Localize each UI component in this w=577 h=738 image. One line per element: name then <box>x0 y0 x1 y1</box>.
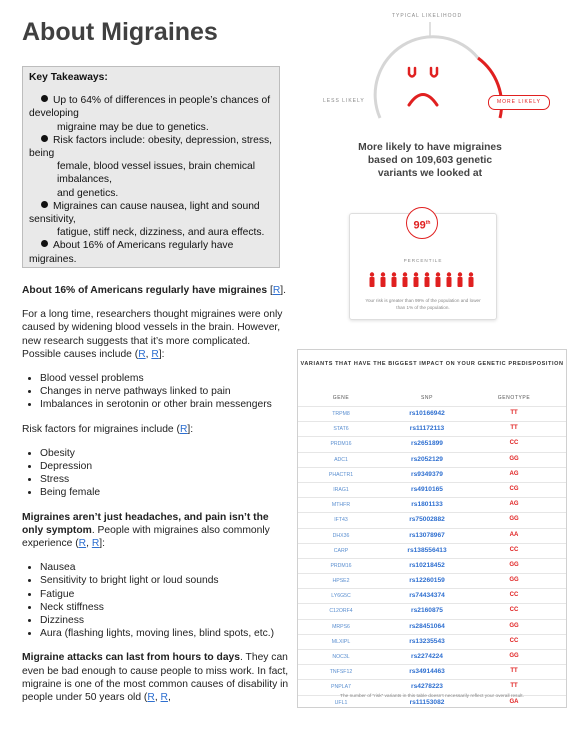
snp-link[interactable]: rs11153082 <box>409 698 445 706</box>
snp-link[interactable]: rs13235543 <box>409 637 445 645</box>
gene-cell: UFL1 <box>334 699 348 706</box>
gene-column-header: GENE <box>332 395 350 401</box>
variants-table-title: VARIANTS THAT HAVE THE BIGGEST IMPACT ON YOUR GENETIC PREDISPOSITION <box>300 361 564 367</box>
genotype-cell: TT <box>510 683 518 690</box>
gene-cell: TRPM8 <box>332 411 350 417</box>
percentile-badge: 99th <box>406 207 438 239</box>
article-body <box>22 284 290 715</box>
genotype-cell: GA <box>509 698 519 705</box>
snp-link[interactable]: rs2274224 <box>411 653 443 660</box>
snp-column-header: SNP <box>420 395 434 401</box>
gene-cell: NOC3L <box>332 654 350 660</box>
table-row <box>298 482 566 497</box>
gene-cell: IFT43 <box>334 517 348 524</box>
table-row <box>298 543 566 558</box>
list-item: • Depression <box>40 460 290 473</box>
snp-link[interactable]: rs75002882 <box>409 516 445 524</box>
causes-list <box>22 372 290 412</box>
snp-link[interactable]: rs2052129 <box>411 455 443 463</box>
reference-link[interactable]: R <box>151 348 159 360</box>
snp-link[interactable]: rs2651899 <box>411 440 443 448</box>
reference-link[interactable]: R <box>147 692 155 704</box>
gene-cell: STAT6 <box>333 426 349 433</box>
list-item: • Dizziness <box>40 614 290 627</box>
snp-link[interactable]: rs11172113 <box>409 425 445 433</box>
list-item: • Fatigue <box>40 588 290 601</box>
table-header <box>298 395 566 404</box>
snp-link[interactable]: rs4278223 <box>411 683 443 691</box>
table-row <box>298 679 566 694</box>
takeaway-item-cont: female, blood vessel issues, brain chemical imbalances, <box>57 161 256 186</box>
table-row <box>298 619 566 634</box>
takeaway-item-cont: fatigue, stiff neck, dizziness, and aura effects. <box>57 227 265 239</box>
less-likely-label: LESS LIKELY <box>323 98 365 104</box>
takeaways-heading: Key Takeaways: <box>29 72 108 83</box>
table-row <box>298 436 566 451</box>
list-item: • Being female <box>40 486 290 499</box>
percentile-note: Your risk is greater than 99% of the population and lower than 1% of the population. <box>365 298 481 310</box>
snp-link[interactable]: rs1801133 <box>411 501 443 509</box>
genotype-cell: CC <box>509 607 519 614</box>
genotype-cell: TT <box>510 410 518 416</box>
snp-link[interactable]: rs28451064 <box>409 622 445 630</box>
list-item: • Obesity <box>40 447 290 460</box>
table-row <box>298 421 566 436</box>
reference-link[interactable]: R <box>272 285 281 296</box>
more-likely-badge: MORE LIKELY <box>488 95 550 110</box>
snp-link[interactable]: rs34914463 <box>409 668 445 676</box>
snp-link[interactable]: rs10218452 <box>409 561 445 569</box>
list-item: • Imbalances in serotonin or other brain messengers <box>40 398 290 411</box>
snp-link[interactable]: rs13078967 <box>409 531 445 539</box>
list-item: • Sensitivity to bright light or loud sounds <box>40 574 290 587</box>
snp-link[interactable]: rs12260159 <box>409 577 445 585</box>
genotype-cell: TT <box>510 425 518 432</box>
reference-link[interactable]: R <box>91 538 100 550</box>
gene-cell: PRDM16 <box>330 441 352 448</box>
paragraph: For a long time, researchers thought migraines were only caused by widening blood vessels in the brain. However, new research suggests that it’s more complicated. Possible causes include (R, R]: <box>22 309 283 360</box>
list-item: • Stress <box>40 473 290 486</box>
genotype-cell: CC <box>509 440 519 447</box>
genotype-cell: AA <box>509 531 519 538</box>
table-row <box>298 406 566 421</box>
list-item: • Changes in nerve pathways linked to pain <box>40 385 290 398</box>
gene-cell: IRAG1 <box>333 486 349 493</box>
snp-link[interactable]: rs4910165 <box>411 485 443 493</box>
paragraph: About 16% of Americans regularly have migraines [R]. <box>22 285 287 296</box>
page-title: About Migraines <box>22 18 218 46</box>
list-item: • Neck stiffness <box>40 601 290 614</box>
snp-link[interactable]: rs74434374 <box>409 592 445 600</box>
genotype-cell: GG <box>509 622 519 629</box>
gene-cell: HPSE2 <box>332 578 350 585</box>
percentile-card <box>349 213 497 320</box>
gene-cell: TNFSF12 <box>329 669 353 676</box>
table-row <box>298 573 566 588</box>
table-row <box>298 497 566 512</box>
gene-cell: PHACTR1 <box>328 471 354 478</box>
genotype-cell: CC <box>509 546 519 553</box>
takeaway-item-cont: migraine may be due to genetics. <box>57 121 209 133</box>
snp-link[interactable]: rs10166942 <box>409 410 445 417</box>
bullet-icon <box>41 95 48 102</box>
gene-cell: PRDM16 <box>330 562 352 569</box>
gene-cell: MLXIPL <box>331 638 351 645</box>
table-row <box>298 558 566 573</box>
gene-cell: CARP <box>333 547 349 554</box>
list-item: • Nausea <box>40 561 290 574</box>
table-row <box>298 664 566 679</box>
paragraph: Migraines aren’t just headaches, and pain isn’t the only symptom. People with migraines also commonly experience (R, R]: <box>22 511 270 550</box>
table-body <box>298 406 566 710</box>
gene-cell: MTHFR <box>331 502 351 509</box>
takeaway-item: About 16% of Americans regularly have migraines. <box>29 240 234 265</box>
typical-likelihood-label: TYPICAL LIKELIHOOD <box>392 13 463 19</box>
table-row <box>298 452 566 467</box>
table-row <box>298 588 566 603</box>
risk-list <box>22 447 290 500</box>
genotype-cell: CC <box>509 637 519 644</box>
gene-cell: LY6G5C <box>331 593 351 600</box>
symptoms-list <box>22 561 290 640</box>
genotype-cell: CG <box>509 485 519 492</box>
genotype-cell: GG <box>509 516 519 523</box>
genotype-cell: GG <box>509 577 519 584</box>
bullet-icon <box>41 135 48 142</box>
table-row <box>298 634 566 649</box>
table-row <box>298 467 566 482</box>
paragraph: Risk factors for migraines include (R]: <box>22 423 194 435</box>
percentile-label: PERCENTILE <box>403 258 443 263</box>
paragraph: Migraine attacks can last from hours to days. They can even be bad enough to cause people to miss work. In fact, migraine is one of the most common causes of disability in people under 50 years old (R, R, <box>22 652 289 704</box>
takeaway-item: Risk factors include: obesity, depression, stress, being <box>29 134 272 160</box>
likelihood-headline: More likely to have migraines based on 109,603 genetic variants we looked at <box>358 142 502 179</box>
variants-table-card <box>297 349 567 708</box>
table-row <box>298 528 566 543</box>
reference-link[interactable]: R <box>160 692 168 704</box>
people-icons <box>368 272 480 293</box>
reference-link[interactable]: R <box>78 538 87 550</box>
key-takeaways-box <box>22 66 280 268</box>
list-item: • Aura (flashing lights, moving lines, blind spots, etc.) <box>40 627 290 640</box>
genotype-cell: CC <box>509 592 519 599</box>
table-row <box>298 649 566 664</box>
takeaway-item: Migraines can cause nausea, light and sound sensitivity, <box>29 200 260 226</box>
gene-cell: ADC1 <box>334 456 348 463</box>
genotype-cell: TT <box>510 668 518 675</box>
snp-link[interactable]: rs138556413 <box>407 546 447 554</box>
gene-cell: C12ORF4 <box>329 608 353 615</box>
person-icon-row <box>368 272 480 288</box>
genotype-cell: AG <box>509 470 519 477</box>
genotype-cell: GG <box>509 455 519 462</box>
gene-cell: DHX36 <box>332 532 350 539</box>
bullet-icon <box>41 201 48 208</box>
takeaway-item: Up to 64% of differences in people’s chances of developing <box>29 95 271 120</box>
genotype-cell: AG <box>509 501 519 508</box>
takeaway-item-cont: and genetics. <box>57 187 119 199</box>
gene-cell: MRPS6 <box>332 623 350 630</box>
genotype-cell: GG <box>509 653 519 659</box>
list-item: • Blood vessel problems <box>40 372 290 385</box>
sad-face-icon <box>400 62 460 112</box>
genotype-cell: GG <box>509 561 519 568</box>
reference-link[interactable]: R <box>138 348 146 360</box>
snp-link[interactable]: rs9349379 <box>411 470 443 478</box>
gene-cell: PNPLA7 <box>331 684 351 691</box>
table-row <box>298 512 566 527</box>
snp-link[interactable]: rs2160875 <box>411 607 443 615</box>
reference-link[interactable]: R <box>179 423 188 435</box>
bullet-icon <box>41 240 48 247</box>
table-footnote: The number of “risk” variants in this table doesn’t necessarily reflect your overall result. <box>340 694 524 699</box>
table-row <box>298 603 566 618</box>
genotype-column-header: GENOTYPE <box>497 395 531 401</box>
